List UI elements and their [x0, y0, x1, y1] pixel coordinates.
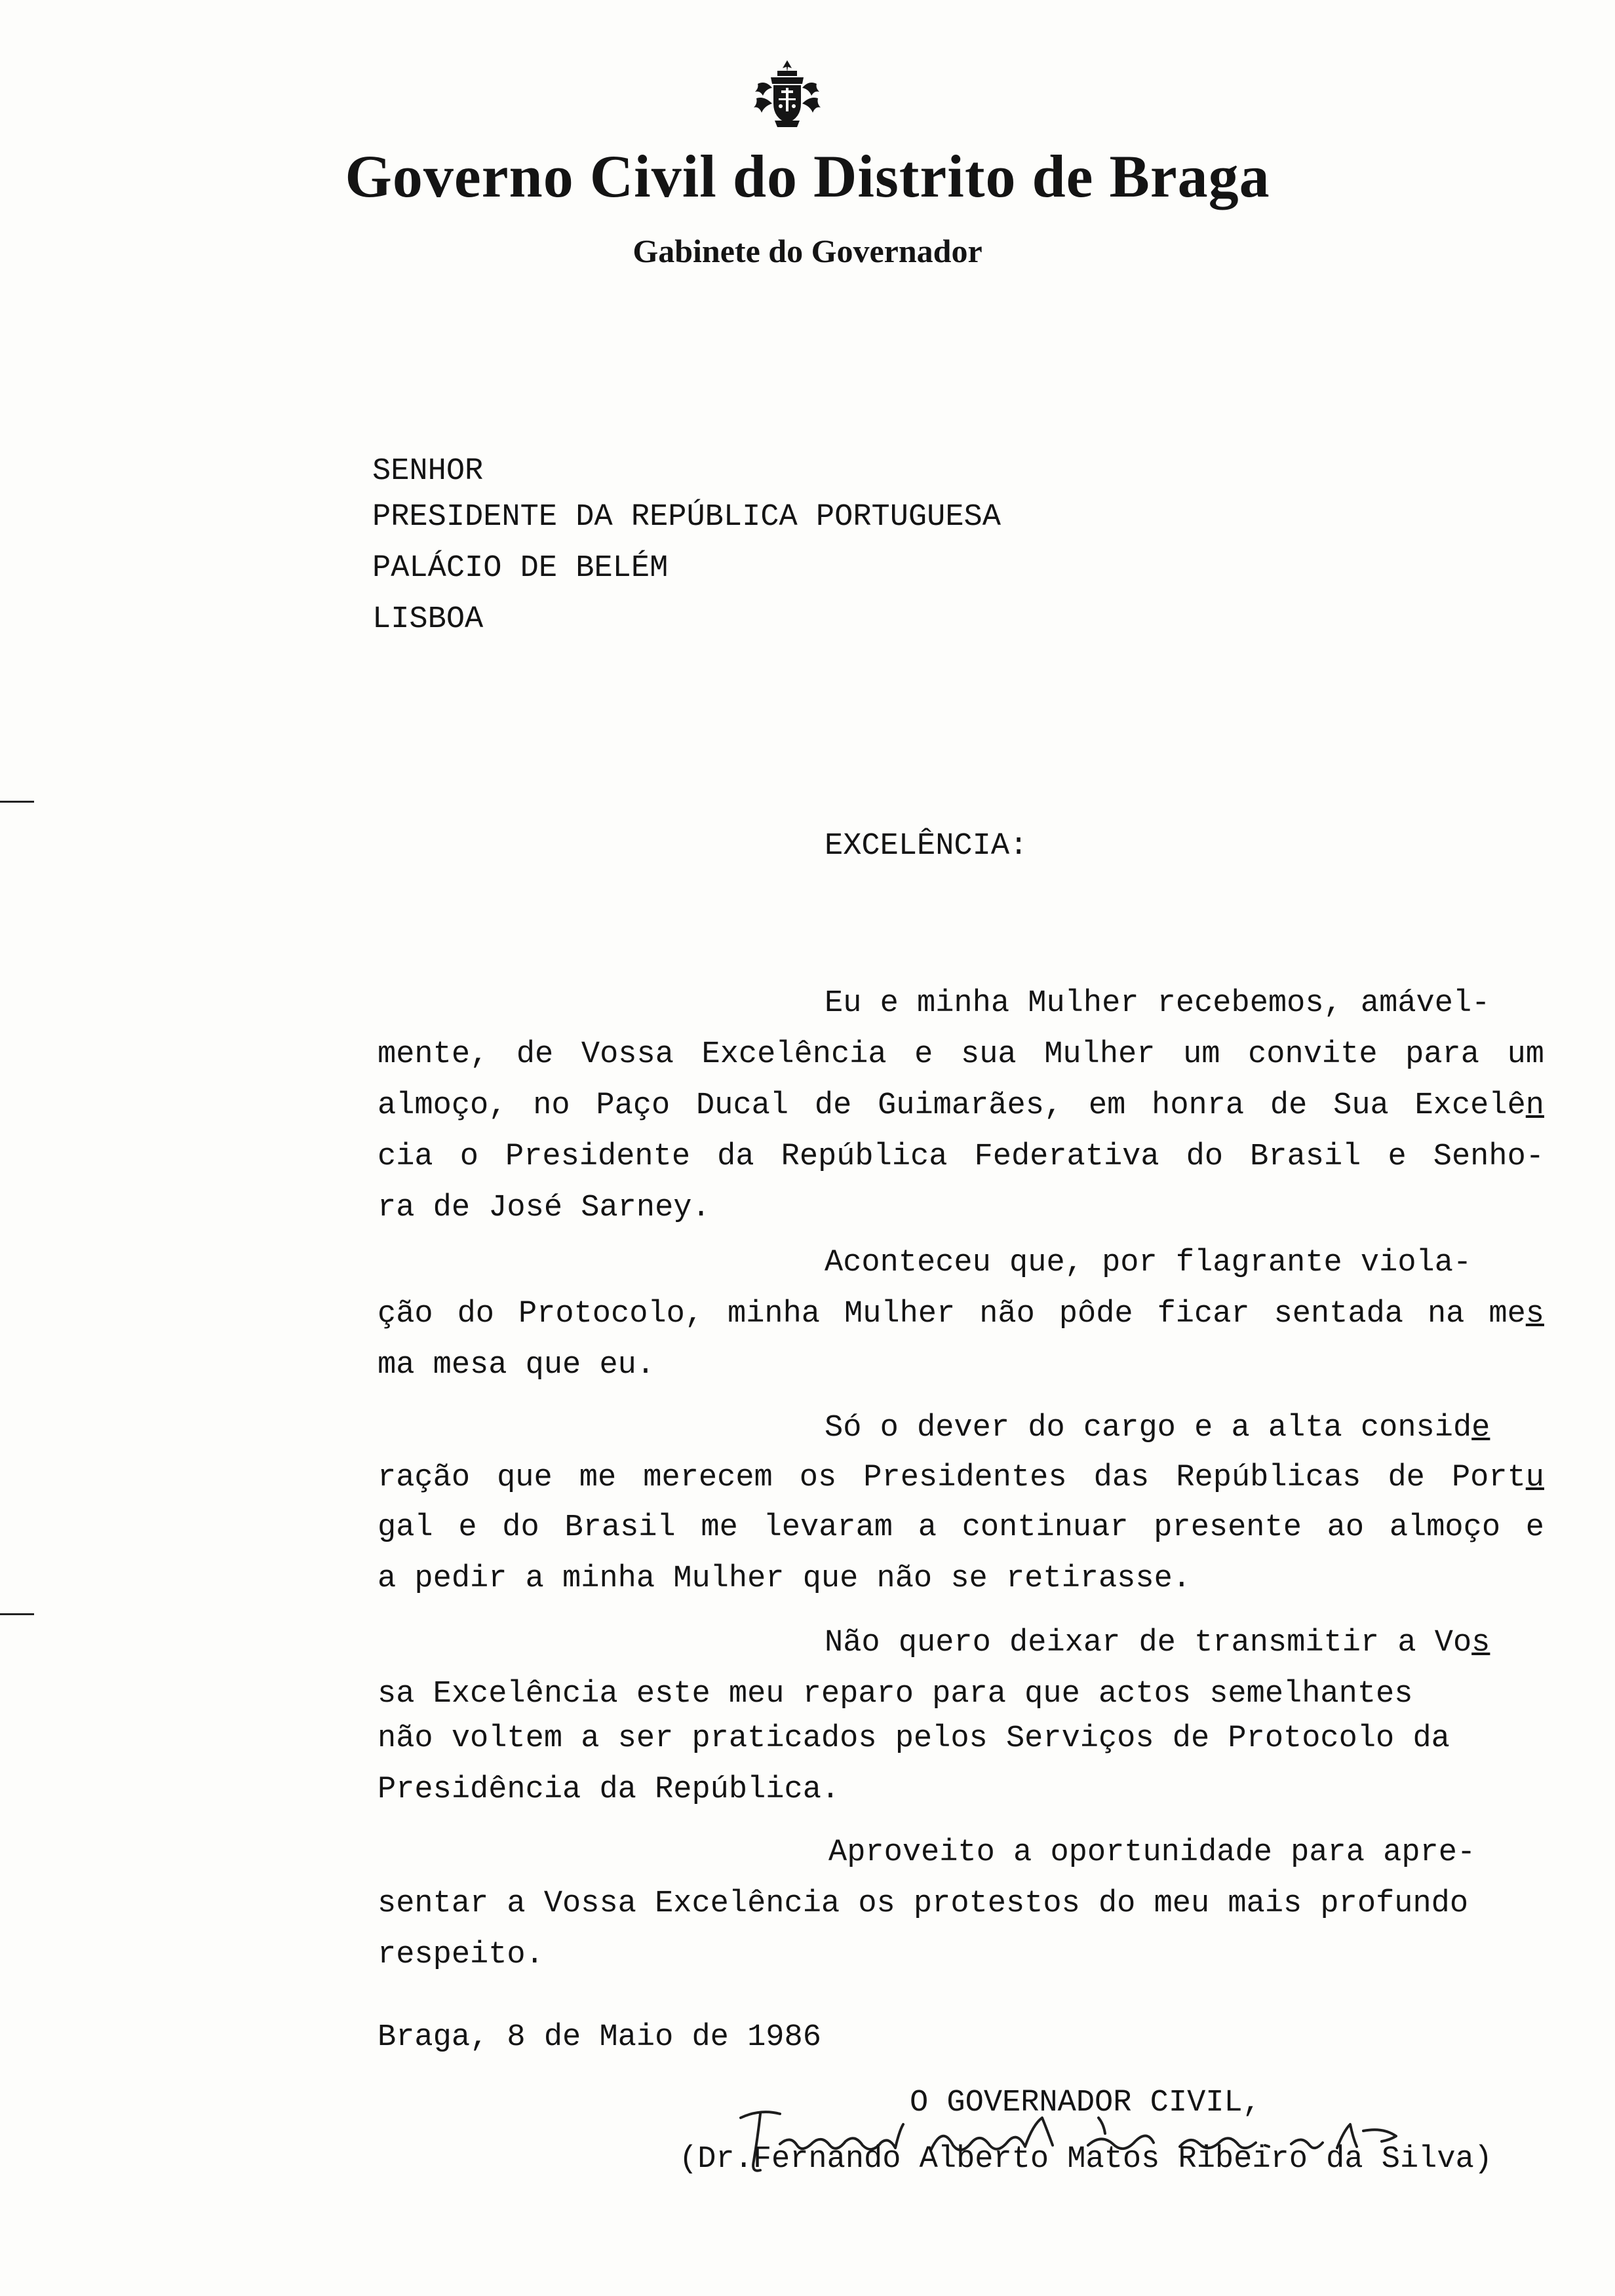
margin-fold-mark [0, 801, 34, 803]
text-line: não voltem a ser praticados pelos Serviços de Protocolo da [378, 1721, 1450, 1756]
text-line: Presidência da República. [378, 1772, 840, 1807]
text-line: gal e do Brasil me levaram a continuar presente ao almoço e [378, 1510, 1544, 1545]
coat-of-arms-icon [751, 58, 823, 130]
signatory-name: (Dr.Fernando Alberto Matos Ribeiro da Silva) [679, 2142, 1493, 2177]
text-line: mente, de Vossa Excelência e sua Mulher um convite para um [378, 1037, 1544, 1072]
text-line: ma mesa que eu. [378, 1348, 655, 1383]
text-segment: almoço, no Paço Ducal de Guimarães, em honra de Sua Excelê [378, 1088, 1526, 1123]
text-line: Eu e minha Mulher recebemos, amável- [825, 986, 1490, 1021]
margin-fold-mark [0, 1613, 34, 1615]
text-segment: ção do Protocolo, minha Mulher não pôde ficar sentada na me [378, 1297, 1526, 1331]
text-line [378, 1086, 1544, 1126]
underlined-letter: u [1525, 1461, 1544, 1495]
underlined-letter: s [1471, 1626, 1490, 1660]
date-line: Braga, 8 de Maio de 1986 [378, 2020, 821, 2055]
text-line: a pedir a minha Mulher que não se retirasse. [378, 1561, 1192, 1596]
text-line: sa Excelência este meu reparo para que actos semelhantes [378, 1677, 1413, 1712]
closing-title: O GOVERNADOR CIVIL, [910, 2086, 1261, 2120]
organization-name: Governo Civil do Distrito de Braga [345, 143, 1270, 210]
underlined-letter: s [1525, 1297, 1544, 1331]
text-line [378, 1459, 1544, 1498]
text-line [378, 1295, 1544, 1334]
text-line: ra de José Sarney. [378, 1191, 710, 1225]
text-line: cia o Presidente da República Federativa do Brasil e Senho- [378, 1139, 1544, 1174]
text-segment: Não quero deixar de transmitir a Vo [825, 1626, 1472, 1660]
address-line: PRESIDENTE DA REPÚBLICA PORTUGUESA [372, 500, 1001, 535]
address-line: SENHOR [372, 454, 484, 489]
text-segment: ração que me merecem os Presidentes das Repúblicas de Port [378, 1461, 1526, 1495]
address-line: LISBOA [372, 602, 484, 637]
text-line: Aconteceu que, por flagrante viola- [825, 1246, 1472, 1280]
organization-subtitle: Gabinete do Governador [632, 233, 983, 269]
text-line: Aproveito a oportunidade para apre- [828, 1835, 1476, 1870]
salutation: EXCELÊNCIA: [825, 829, 1028, 864]
text-line [825, 1409, 1490, 1448]
underlined-letter: n [1525, 1088, 1544, 1123]
text-line: sentar a Vossa Excelência os protestos do meu mais profundo [378, 1886, 1469, 1921]
text-line: respeito. [378, 1938, 544, 1972]
text-segment: Só o dever do cargo e a alta consid [825, 1411, 1472, 1445]
text-line [825, 1624, 1490, 1663]
underlined-letter: e [1471, 1411, 1490, 1445]
address-line: PALÁCIO DE BELÉM [372, 551, 669, 586]
